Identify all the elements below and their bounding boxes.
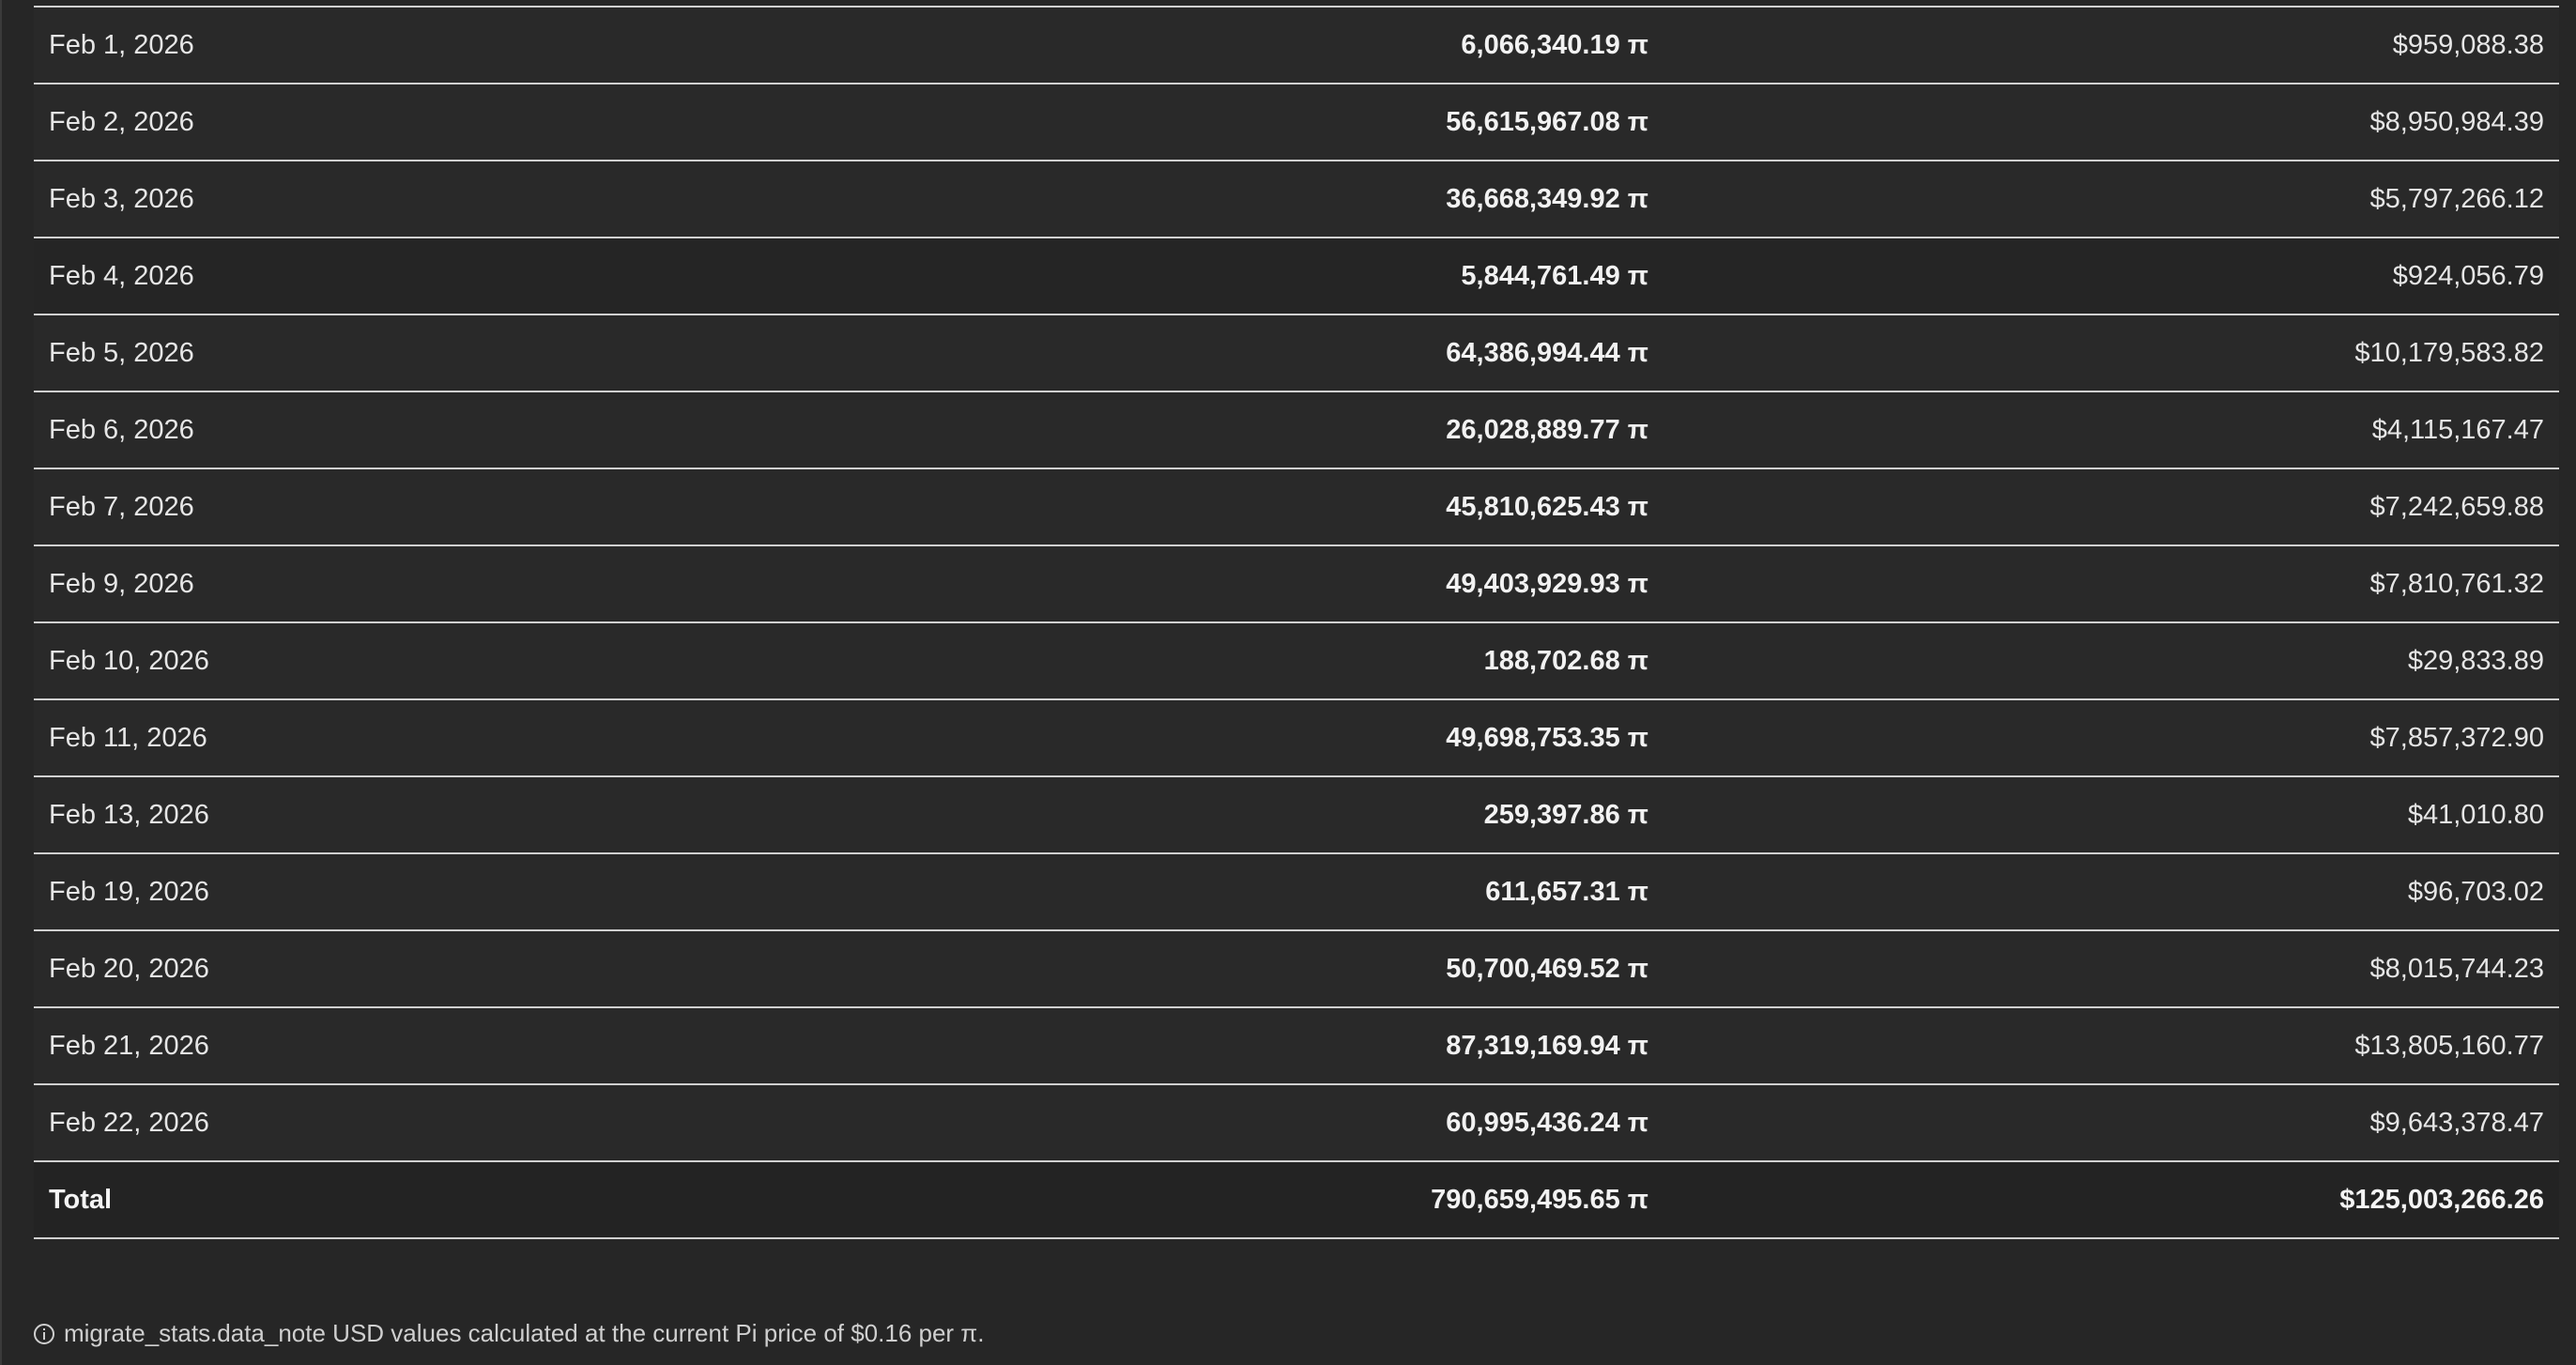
row-usd-value: $41,010.80: [2407, 800, 2544, 830]
row-pi-amount: 64,386,994.44 π: [1446, 338, 1648, 368]
row-pi-amount: 611,657.31 π: [1485, 877, 1648, 907]
row-usd-value: $8,950,984.39: [2369, 107, 2544, 137]
row-usd-value: $7,810,761.32: [2369, 569, 2544, 599]
row-usd-value: $8,015,744.23: [2369, 954, 2544, 984]
row-usd-value: $10,179,583.82: [2354, 338, 2544, 368]
table-row: [34, 854, 2559, 931]
table-row: [34, 546, 2559, 623]
row-date: Feb 9, 2026: [49, 569, 194, 599]
table-row: [34, 238, 2559, 315]
row-pi-amount: 188,702.68 π: [1483, 646, 1648, 676]
row-usd-value: $7,857,372.90: [2369, 723, 2544, 753]
row-pi-amount: 49,403,929.93 π: [1446, 569, 1648, 599]
row-date: Feb 22, 2026: [49, 1108, 209, 1138]
table-row: [34, 315, 2559, 392]
row-pi-amount: 5,844,761.49 π: [1461, 261, 1648, 291]
row-pi-amount: 60,995,436.24 π: [1446, 1108, 1648, 1138]
row-date: Feb 10, 2026: [49, 646, 209, 676]
info-icon: [34, 1324, 54, 1344]
table-row: [34, 623, 2559, 700]
row-date: Feb 19, 2026: [49, 877, 209, 907]
table-row: [34, 931, 2559, 1008]
table-row: [34, 8, 2559, 84]
data-note-text: migrate_stats.data_note USD values calculated at the current Pi price of $0.16 per π.: [64, 1319, 985, 1347]
row-date: Feb 2, 2026: [49, 107, 194, 137]
row-date: Feb 11, 2026: [49, 723, 207, 753]
row-usd-value: $9,643,378.47: [2369, 1108, 2544, 1138]
data-note: [34, 1314, 984, 1352]
table-row: [34, 777, 2559, 854]
row-date: Feb 1, 2026: [49, 30, 194, 60]
row-date: Feb 3, 2026: [49, 184, 194, 214]
table-row: [34, 392, 2559, 469]
row-pi-amount: 49,698,753.35 π: [1446, 723, 1648, 753]
row-date: Feb 21, 2026: [49, 1031, 209, 1061]
row-usd-value: $959,088.38: [2392, 30, 2544, 60]
row-date: Feb 13, 2026: [49, 800, 209, 830]
row-pi-amount: 50,700,469.52 π: [1446, 954, 1648, 984]
total-row: [34, 1162, 2559, 1239]
row-pi-amount: 87,319,169.94 π: [1446, 1031, 1648, 1061]
row-usd-value: $13,805,160.77: [2354, 1031, 2544, 1061]
row-date: Feb 7, 2026: [49, 492, 194, 522]
row-pi-amount: 259,397.86 π: [1483, 800, 1648, 830]
row-usd-value: $4,115,167.47: [2371, 415, 2544, 445]
row-date: Feb 4, 2026: [49, 261, 194, 291]
table-row: [34, 84, 2559, 161]
table-row: [34, 1085, 2559, 1162]
row-pi-amount: 56,615,967.08 π: [1446, 107, 1648, 137]
table-row: [34, 469, 2559, 546]
row-pi-amount: 6,066,340.19 π: [1461, 30, 1648, 60]
row-usd-value: $96,703.02: [2407, 877, 2544, 907]
row-date: Feb 5, 2026: [49, 338, 194, 368]
row-pi-amount: 45,810,625.43 π: [1446, 492, 1648, 522]
row-pi-amount: 26,028,889.77 π: [1446, 415, 1648, 445]
row-date: Feb 6, 2026: [49, 415, 194, 445]
total-label: Total: [49, 1185, 113, 1215]
table-row: [34, 1008, 2559, 1085]
row-usd-value: $29,833.89: [2407, 646, 2544, 676]
table-row: [34, 700, 2559, 777]
row-usd-value: $924,056.79: [2392, 261, 2544, 291]
migration-stats-table: [34, 6, 2559, 1239]
row-usd-value: $5,797,266.12: [2369, 184, 2544, 214]
row-date: Feb 20, 2026: [49, 954, 209, 984]
row-usd-value: $7,242,659.88: [2369, 492, 2544, 522]
table-row: [34, 161, 2559, 238]
total-pi-amount: 790,659,495.65 π: [1431, 1185, 1648, 1215]
total-usd-value: $125,003,266.26: [2339, 1185, 2544, 1215]
row-pi-amount: 36,668,349.92 π: [1446, 184, 1648, 214]
